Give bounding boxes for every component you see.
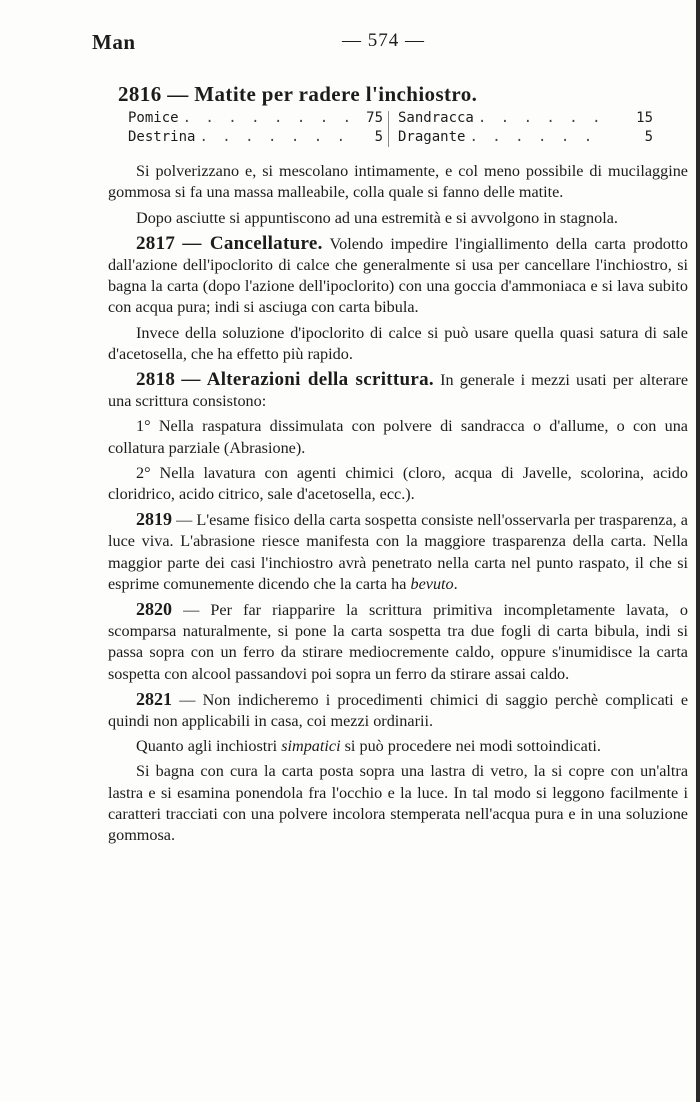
entry-2818 <box>108 369 688 412</box>
entry-number: 2820 <box>136 599 172 620</box>
paragraph-text: — Per far riapparire la scrittura primitiva incompletamente lavata, o scomparsa naturalmente, si pone la carta sospetta tra due fogli di carta bibula, indi si passa sopra con un ferro da stirare mediocremente caldo, oppure s'inumidisce la carta sospetta con alcool passandovi poi sopra un ferro da stirare assai caldo. <box>108 601 688 683</box>
entry-number: 2821 <box>136 688 172 709</box>
ingredient-name: Pomice <box>128 110 179 127</box>
list-item: 2° Nella lavatura con agenti chimici (cloro, acqua di Javelle, scolorina, acido cloridrico, acido citrico, sale d'acetosella, ecc.). <box>108 463 688 504</box>
entry-number: 2818 <box>136 369 176 391</box>
recipe-divider <box>388 111 389 147</box>
paragraph: Dopo asciutte si appuntiscono ad una estremità e si avvolgono in stagnola. <box>136 208 618 227</box>
paragraph-end: . <box>453 574 458 593</box>
entry-2819 <box>108 509 688 595</box>
paragraph-text: In generale i mezzi usati per alterare una scrittura consistono: <box>108 371 689 411</box>
list-item: 1° Nella raspatura dissimulata con polvere di sandracca o d'allume, o con una collatura parziale (Abrasione). <box>108 417 688 457</box>
paragraph: Si polverizzano e, si mescolano intimamente, e col meno possibile di mucilaggine gommosa si fa una massa malleabile, colla quale si fanno delle matite. <box>108 162 688 202</box>
paragraph-text: — L'esame fisico della carta sospetta consiste nell'osservarla per trasparenza, a luce viva. L'abrasione riesce manifesta con la maggiore trasparenza della carta. Nella maggior parte dei casi l'inchiostro avrà penetrato nella carta nel punto raspato, il che si esprime comunemente dicendo che la carta ha <box>108 511 688 593</box>
entry-title: — Alterazioni della scrittura. <box>181 369 434 391</box>
recipe-row <box>398 128 653 147</box>
paragraph-text: Volendo impedire l'ingiallimento della carta prodotto dall'azione dell'ipoclorito di calce che generalmente si usa per cancellare l'inchiostro, si bagna la carta (dopo l'azione dell'ipoclorito) con una goccia d'ammoniaca e si lava subito con acqua pura; indi si asciuga con carta bibula. <box>108 234 688 317</box>
page-body <box>108 78 688 850</box>
recipe-row <box>128 128 383 147</box>
paragraph <box>108 736 688 757</box>
page-number: — 574 — <box>342 30 425 51</box>
ingredient-qty: 5 <box>644 129 653 146</box>
ingredient-name: Sandracca <box>398 110 474 127</box>
leader-dots: . . . . . . . <box>199 129 349 146</box>
recipe-row <box>128 109 383 128</box>
recipe-column-right <box>398 109 653 147</box>
recipe-table <box>128 109 668 149</box>
entry-2816-heading: 2816 — Matite per radere l'inchiostro. <box>118 82 478 106</box>
entry-title: — Cancellature. <box>182 232 323 254</box>
paragraph: Si bagna con cura la carta posta sopra una lastra di vetro, la si copre con un'altra lastra e si esamina ponendola fra l'occhio e la luce. In tal modo si leggono facilmente i caratteri tracciati con una polvere incolora stemperata nell'acqua pura e in una soluzione gommosa. <box>108 762 688 845</box>
entry-2821 <box>108 689 688 732</box>
emphasis-text: simpatici <box>281 737 341 756</box>
page-header <box>92 30 652 56</box>
entry-2817 <box>108 233 688 319</box>
ingredient-name: Destrina <box>128 129 196 146</box>
recipe-row <box>398 109 653 128</box>
leader-dots: . . . . . . <box>477 110 604 127</box>
page-edge <box>696 0 700 1102</box>
ingredient-qty: 75 <box>366 110 383 127</box>
entry-number: 2819 <box>136 509 172 530</box>
ingredient-name: Dragante <box>398 129 466 146</box>
ingredient-qty: 15 <box>636 110 653 127</box>
recipe-column-left <box>128 109 383 147</box>
entry-number: 2817 <box>136 232 176 254</box>
paragraph-text: — Non indicheremo i procedimenti chimici di saggio perchè complicati e quindi non applicabili in casa, coi mezzi ordinarii. <box>108 690 689 731</box>
paragraph-text: Quanto agli inchiostri <box>136 737 278 756</box>
ingredient-qty: 5 <box>374 129 383 146</box>
entry-2820 <box>108 599 688 685</box>
leader-dots: . . . . . . . . <box>182 110 355 127</box>
emphasis-text: bevuto <box>410 574 454 593</box>
running-head: Man <box>92 30 136 54</box>
paragraph: Invece della soluzione d'ipoclorito di calce si può usare quella quasi satura di sale d'acetosella, che ha effetto più rapido. <box>108 323 688 363</box>
leader-dots: . . . . . . <box>469 129 596 146</box>
paragraph-text: si può procedere nei modi sottoindicati. <box>344 737 601 756</box>
